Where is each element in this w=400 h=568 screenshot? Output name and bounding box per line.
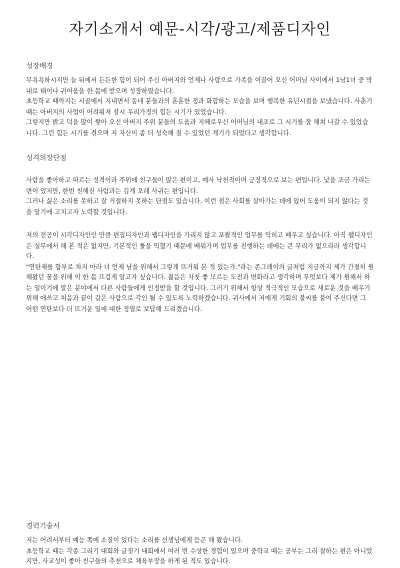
section-aspiration (26, 231, 374, 315)
paragraph: 초등학교 때까지는 시골에서 지내면서 동네 분들과의 훈훈한 정과 화합하는 모습을 보며 행복한 유년시절을 보냈습니다. 사춘기 때는 아버지의 사업이 어려워져 잠시 우리가정의 힘든 시기가 있었습니다. (26, 98, 373, 116)
paragraph: 사람을 좋아하고 따르는 성격이라 주위에 친구들이 많은 편이고, 매사 낙천적이며 긍정적으로 보는 편입니다. 낯을 조금 가리는 면이 있지만, 한번 친해진 사람과는 깊게 오래 사귀는 편입니다. (26, 177, 371, 195)
section-heading: 성장배경 (26, 62, 54, 70)
paragraph: 초등학교 때는 각종 그리기 대회와 글짓기 대회에서 여러 번 수상한 경험이 있으며 중학교 때는 공부는 그리 잘하는 편은 아니었지만, 사교성이 좋아 친구들의 추천으로 체육부장을 하게 된 적도 있습니다. (26, 547, 373, 565)
section-heading: 경력기술서 (26, 522, 60, 530)
paragraph: 그렇지만 밝고 덕을 많이 쌓아 오신 아버지 주위 분들의 도움과 지혜로우신 어머님의 내조로 그 시기를 잘 해쳐 나갈 수 있었습니다. 그런 힘든 시기를 겪으며 저 자신이 좀 더 성숙해 질 수 있었던 계기가 되었다고 생각합니다. (26, 119, 369, 137)
paragraph: "연탄재를 함부로 차지 마라 너 언제 남을 위해서 그렇게 뜨거워 본 적 있는가."라는 존그레이의 글처럼 지금까지 제가 간절히 원해왔던 꿈을 위해 이 한 몸 뜨겁게 알고자 싶습니다. 젊음은 자칫 좋 모르는 도전과 변화라고 생각하며 무엇보다 제가 원해서 하는 일이기에 말은 분야에서 다른 사람들에게 인정받을 할 것입니다. 그러기 위해서 항상 적극적인 모습으로 새로운 것을 배우기 위해 애쓰고 처음과 끝이 같은 사람으로 각인 될 수 있도록 노력하겠습니다. 귀사에서 저에게 기회의 불씨를 붙여 주신다면 그 어떤 연탄보다 더 뜨거운 일에 대한 정열로 보답해 드리겠습니다. (26, 263, 374, 313)
paragraph: 무욕욕하시지만 늘 뒤에서 든든한 힘이 되어 주신 아버지와 언제나 사랑으로 가족을 이끌어 오신 어머님 사이에서 1남1녀 중 막내로 태어나 귀여움을 한 몸에 받으며 성장하였습니다. (26, 77, 373, 95)
section-career (26, 521, 374, 568)
section-personality (26, 153, 374, 218)
section-growth (26, 61, 374, 139)
document-title: 자기소개서 예문-시각/광고/제품디자인 (68, 20, 332, 38)
paragraph: 저는 어려서부터 예능 쪽에 소질이 있다는 소리를 선생님에게 듣곤 해 왔습니다. (26, 537, 243, 544)
section-heading: 성격의장단점 (26, 154, 67, 162)
paragraph: 저의 전공이 시각디자인인 만큼 편집디자인과 웹디자인을 가리지 않고 포괄적인 업무를 익히고 배우고 싶습니다. 아직 웹디자인은 실무에서 해 본 적은 없지만, 기본적인 툴을 익혔기 때문에 배워가며 업무를 진행하는 데에는 큰 무리가 없으리라 생각합니다. (26, 232, 373, 260)
paragraph: 그러나 싫은 소리를 못하고 잘 거절하지 못하는 단점도 있습니다. 이런 점은 사회를 살아가는 데에 있어 도움이 되지 않다는 것을 알기에 고치고자 노력할 것입니다. (26, 198, 369, 216)
